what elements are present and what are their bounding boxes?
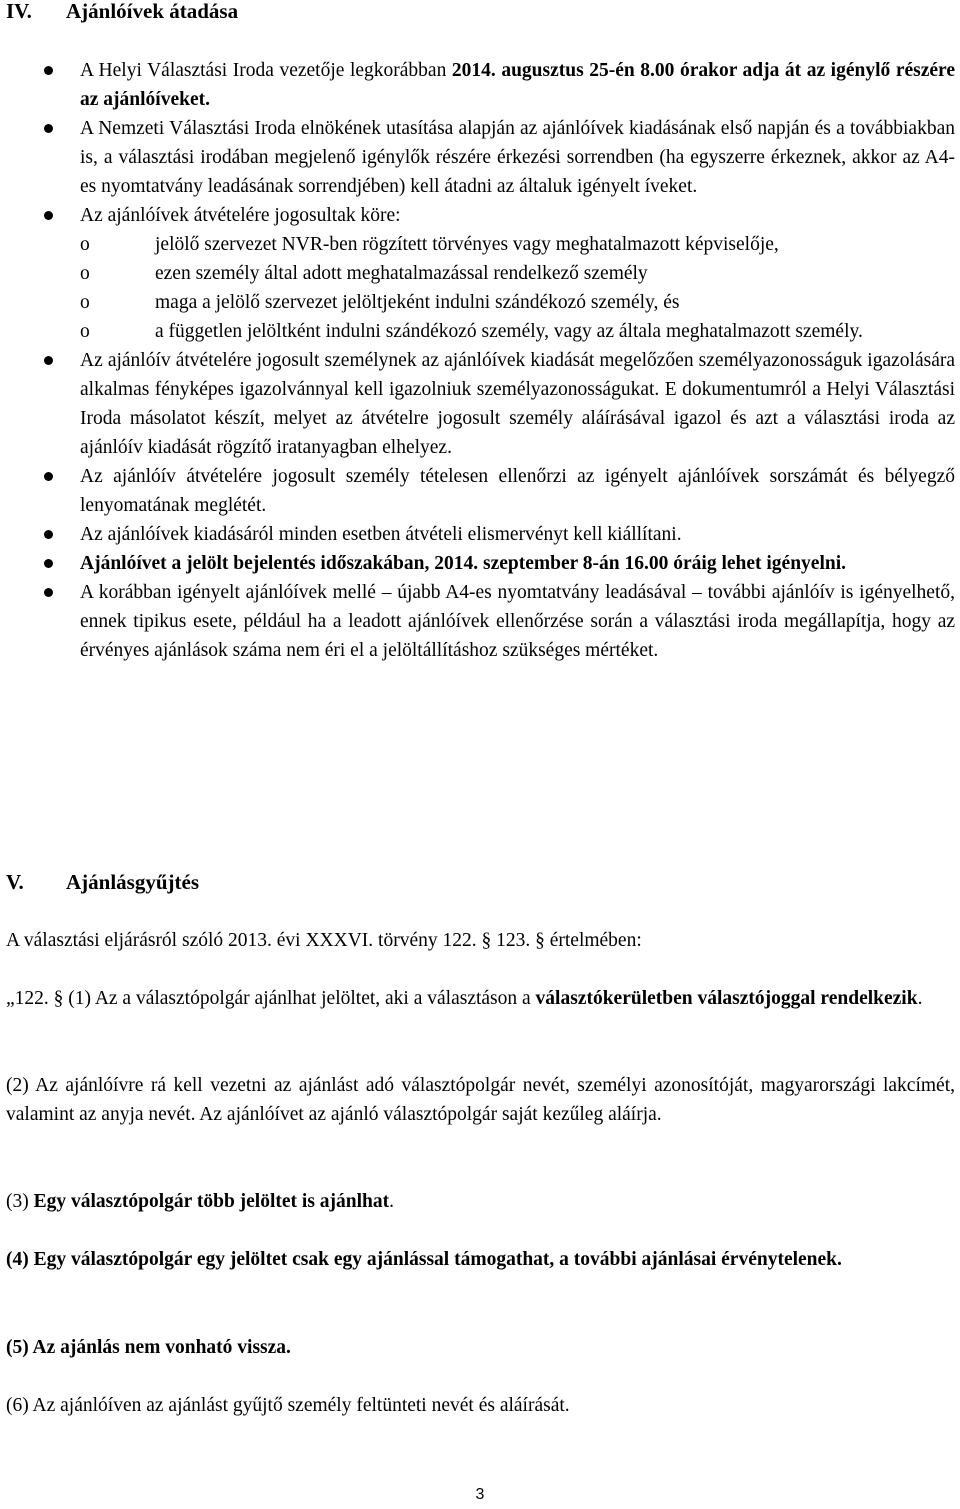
bullet-item: A Nemzeti Választási Iroda elnökének utasítása alapján az ajánlóívek kiadásának első napján és a továbbiakban is, a választási irodában megjelenő igénylők részére érkezési sorrendben (ha egyszerre érkeznek, akkor az A4-es nyomtatvány leadásának sorrendjében) kell átadni az általuk igényelt íveket. <box>0 114 960 201</box>
bullet-item: Az ajánlóív átvételére jogosult személynek az ajánlóívek kiadását megelőzően személyazonosságuk igazolására alkalmas fényképes igazolvánnyal kell igazolniuk személyazonosságukat. E dokumentumról a Helyi Választási Iroda másolatot készít, melyet az átvételre jogosult személy aláírásával igazol és azt a választási iroda az ajánlóív kiadását rögzítő iratanyagban elhelyez. <box>0 346 960 462</box>
bullet-item <box>0 56 960 114</box>
sub-list-item <box>80 317 955 346</box>
bullet-bold-text: 2014. augusztus 25-én 8.00 órakor adja át az igénylő részére az ajánlóíveket. <box>80 60 955 110</box>
paragraph-3-text: (3) <box>6 1191 34 1212</box>
paragraph-1-text: „122. § (1) Az a választópolgár ajánlhat jelöltet, aki a választáson a <box>6 988 536 1009</box>
section-v-title: Ajánlásgyűjtés <box>66 870 200 894</box>
paragraph-2: (2) Az ajánlóívre rá kell vezetni az ajánlást adó választópolgár nevét, személyi azonosítóját, magyarországi lakcímét, valamint az anyja nevét. Az ajánlóívet az ajánló választópolgár saját kezűleg aláírja. <box>6 1075 955 1125</box>
bullet-intro: Az ajánlóívek átvételére jogosultak köre: <box>80 205 401 226</box>
section-iv-title: Ajánlóívek átadása <box>66 0 239 23</box>
page-number: 3 <box>475 1486 485 1503</box>
sub-list-text: ezen személy által adott meghatalmazással rendelkező személy <box>155 263 648 284</box>
sub-list-text: a független jelöltként indulni szándékozó személy, vagy az általa meghatalmazott személy. <box>155 321 863 342</box>
law-intro: A választási eljárásról szóló 2013. évi XXXVI. törvény 122. § 123. § értelmében: <box>6 930 642 951</box>
section-iv-number: IV. <box>6 0 32 23</box>
sub-list-item <box>80 230 955 259</box>
section-iv-bullet-list <box>0 56 960 665</box>
sub-list-item <box>80 288 955 317</box>
sub-list-marker: o <box>80 263 90 284</box>
paragraph-1-end: . <box>917 988 923 1009</box>
sub-list-marker: o <box>80 234 90 255</box>
sub-list-item <box>80 259 955 288</box>
paragraph-3-bold: Egy választópolgár több jelöltet is ajánlhat <box>33 1191 390 1212</box>
paragraph-5: (5) Az ajánlás nem vonható vissza. <box>6 1337 291 1358</box>
paragraph-1-bold: választókerületben választójoggal rendelkezik <box>535 988 918 1009</box>
sub-list-marker: o <box>80 292 90 313</box>
bullet-item: Az ajánlóív átvételére jogosult személy tételesen ellenőrzi az igényelt ajánlóívek sorszámát és bélyegző lenyomatának meglétét. <box>0 462 960 520</box>
paragraph-1 <box>6 984 955 1013</box>
sub-list <box>80 230 955 346</box>
bullet-item <box>0 201 960 346</box>
bullet-item: A korábban igényelt ajánlóívek mellé – újabb A4-es nyomtatvány leadásával – további ajánlóív is igényelhető, ennek tipikus esete, például ha a leadott ajánlóívek ellenőrzése során a választási iroda megállapítja, hogy az érvényes ajánlások száma nem éri el a jelöltállításhoz szükséges mértéket. <box>0 578 960 665</box>
paragraph-3 <box>6 1187 955 1216</box>
sub-list-text: maga a jelölő szervezet jelöltjeként indulni szándékozó személy, és <box>155 292 680 313</box>
bullet-item: Ajánlóívet a jelölt bejelentés időszakában, 2014. szeptember 8-án 16.00 óráig lehet igényelni. <box>0 549 960 578</box>
section-v-heading <box>6 868 199 897</box>
sub-list-text: jelölő szervezet NVR-ben rögzített törvényes vagy meghatalmazott képviselője, <box>155 234 779 255</box>
section-v-number: V. <box>6 870 24 894</box>
bullet-item: Az ajánlóívek kiadásáról minden esetben átvételi elismervényt kell kiállítani. <box>0 520 960 549</box>
paragraph-4: (4) Egy választópolgár egy jelöltet csak egy ajánlással támogathat, a további ajánlásai érvénytelenek. <box>6 1249 842 1270</box>
bullet-text: A Helyi Választási Iroda vezetője legkorábban <box>80 60 452 81</box>
section-iv-heading <box>6 0 238 26</box>
sub-list-marker: o <box>80 321 90 342</box>
paragraph-3-end: . <box>389 1191 395 1212</box>
paragraph-6: (6) Az ajánlóíven az ajánlást gyűjtő személy feltünteti nevét és aláírását. <box>6 1395 570 1416</box>
